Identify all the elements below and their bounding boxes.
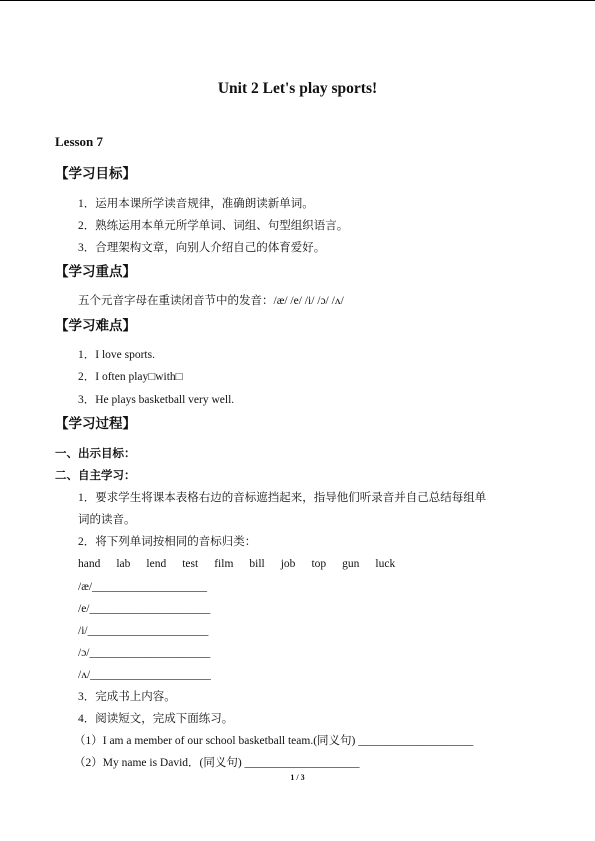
word-list: [78, 557, 411, 571]
blank-u: /ʌ/_____________________: [78, 669, 211, 681]
goal-item-2: 2．熟练运用本单元所学单词、词组、句型组织语言。: [78, 220, 349, 232]
word: lend: [146, 558, 167, 570]
focus-heading: 【学习重点】: [55, 264, 136, 279]
instruction-4: 4．阅读短文，完成下面练习。: [78, 713, 234, 725]
instruction-1-cont: 词的读音。: [78, 514, 136, 526]
word: test: [182, 558, 199, 570]
blank-ae: /æ/____________________: [78, 581, 208, 593]
blank-o: /ɔ/_____________________: [78, 647, 211, 659]
step-2: 二、自主学习：: [55, 470, 136, 482]
instruction-3: 3．完成书上内容。: [78, 691, 176, 703]
goal-item-1: 1．运用本课所学读音规律，准确朗读新单词。: [78, 198, 314, 210]
goals-heading: 【学习目标】: [55, 166, 136, 181]
word: luck: [375, 558, 396, 570]
blank-e: /e/_____________________: [78, 603, 211, 615]
word: hand: [78, 558, 101, 570]
page-number: 1 / 3: [290, 773, 305, 782]
difficulty-item-3: 3．He plays basketball very well.: [78, 394, 235, 406]
word: gun: [342, 558, 360, 570]
lesson-label: Lesson 7: [55, 134, 104, 149]
exercise-1: （1）I am a member of our school basketball team.(同义句) ____________________: [74, 735, 474, 747]
focus-text: 五个元音字母在重读闭音节中的发音：/æ/ /e/ /i/ /ɔ/ /ʌ/: [78, 295, 344, 307]
exercise-2: （2）My name is David．(同义句) ____________________: [74, 757, 360, 769]
instruction-1: 1．要求学生将课本表格右边的音标遮挡起来，指导他们听录音并自己总结每组单: [78, 492, 487, 504]
process-heading: 【学习过程】: [55, 416, 136, 431]
difficulty-item-2: 2．I often play□with□: [78, 371, 183, 383]
word: top: [311, 558, 327, 570]
word: bill: [249, 558, 265, 570]
difficulty-heading: 【学习难点】: [55, 318, 136, 333]
page-title: Unit 2 Let's play sports!: [217, 80, 378, 97]
goal-item-3: 3．合理架构文章，向别人介绍自己的体育爱好。: [78, 242, 326, 254]
word: job: [280, 558, 296, 570]
blank-i: /i/_____________________: [78, 625, 209, 637]
word: film: [214, 558, 234, 570]
instruction-2: 2．将下列单词按相同的音标归类：: [78, 536, 257, 548]
difficulty-item-1: 1．I love sports.: [78, 349, 155, 361]
top-rule: [0, 0, 595, 1]
step-1: 一、出示目标：: [55, 448, 136, 460]
word: lab: [116, 558, 131, 570]
